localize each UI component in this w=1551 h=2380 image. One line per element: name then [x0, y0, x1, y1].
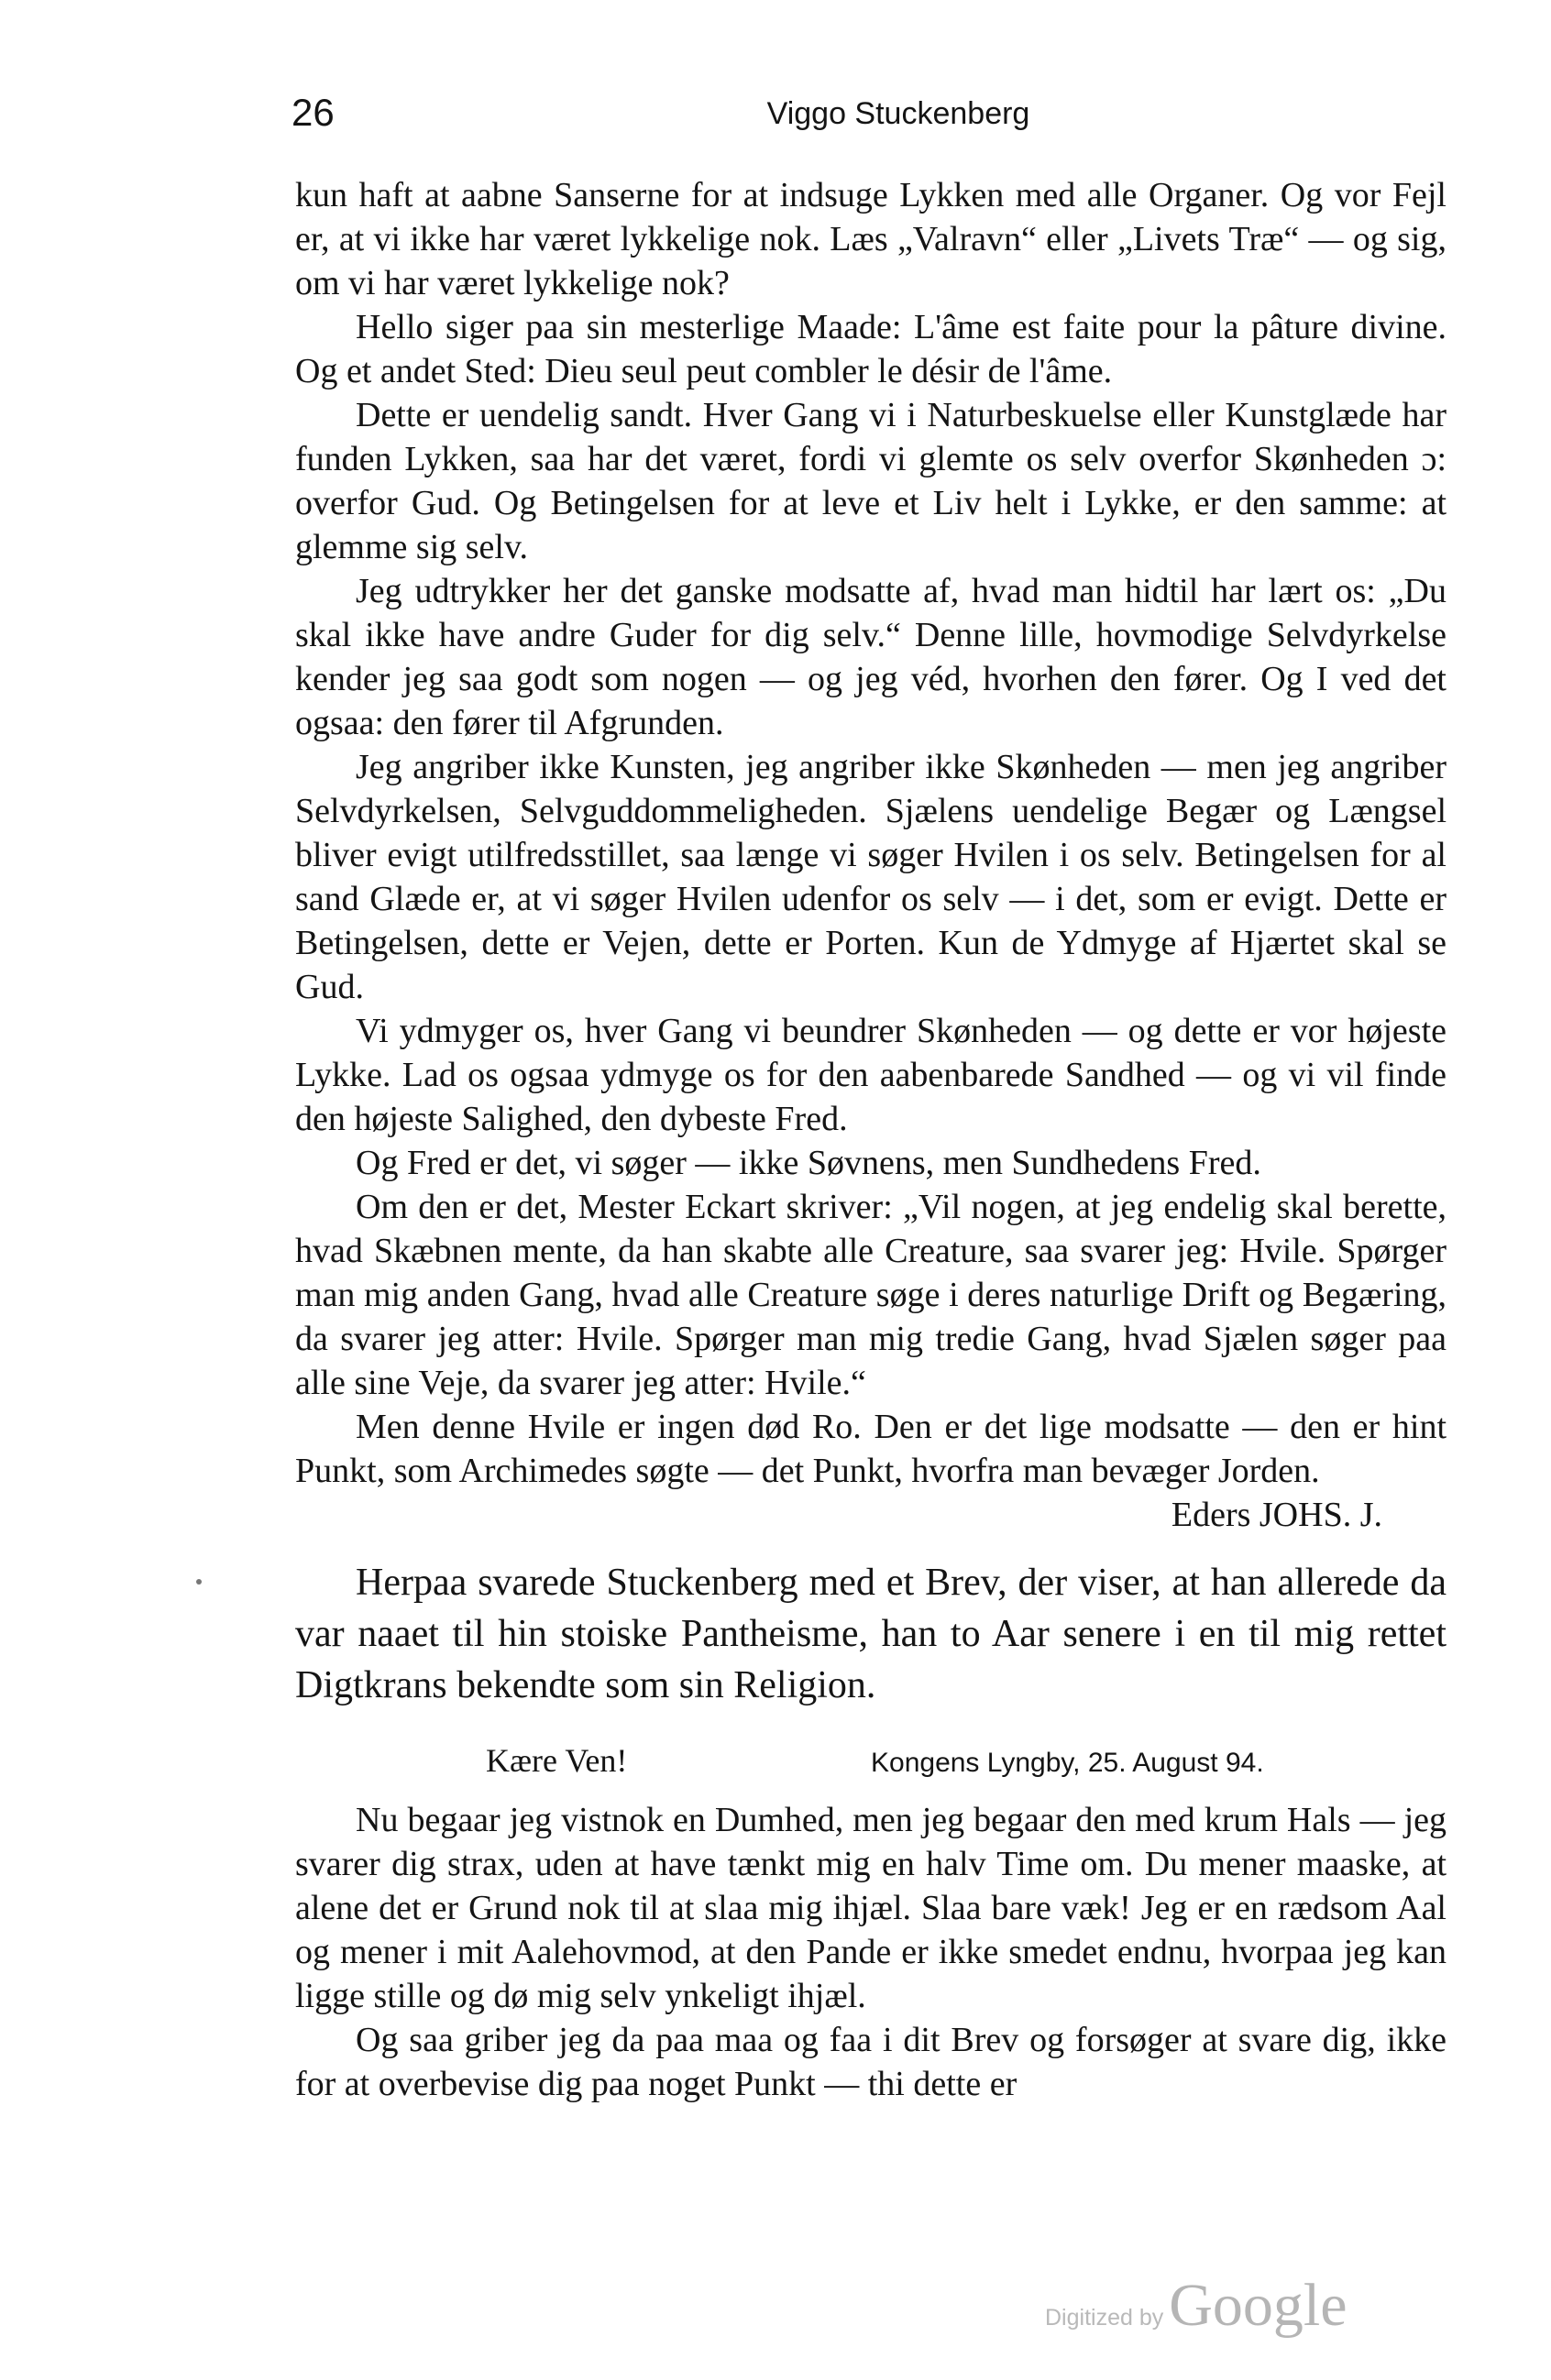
intro-paragraph: Herpaa svarede Stuckenberg med et Brev, der viser, at han allerede da var naaet til hin stoiske Pantheisme, han to Aar senere i en til mig rettet Digtkrans bekendte som sin Religion.	[295, 1562, 1446, 1706]
paragraph: Jeg udtrykker her det ganske modsatte af, hvad man hidtil har lært os: „Du skal ikke have andre Guder for dig selv.“ Denne lille, hovmodige Selvdyrkelse kender jeg saa godt som nogen — og jeg véd, hvorhen den fører. Og I ved det ogsaa: den fører til Afgrunden.	[295, 572, 1446, 742]
paragraph: Hello siger paa sin mesterlige Maade: L'âme est faite pour la pâture divine. Og et andet Sted: Dieu seul peut combler le désir de l'âme.	[295, 308, 1446, 390]
paragraph: Vi ydmyger os, hver Gang vi beundrer Skønheden — og dette er vor højeste Lykke. Lad os ogsaa ydmyge os for den aabenbarede Sandhed — og vi vil finde den højeste Salighed, den dybeste Fred.	[295, 1012, 1446, 1138]
paragraph: Om den er det, Mester Eckart skriver: „Vil nogen, at jeg endelig skal berette, hvad Skæbnen mente, da han skabte alle Creature, saa svarer jeg: Hvile. Spørger man mig anden Gang, hvad alle Creature søge i deres naturlige Drift og Begæring, da svarer jeg atter: Hvile. Spørger man mig tredie Gang, hvad Sjælen søger paa alle sine Veje, da svarer jeg atter: Hvile.“	[295, 1188, 1446, 1402]
page-body	[295, 173, 1446, 2106]
running-head: Viggo Stuckenberg	[766, 96, 1030, 131]
paragraph: Jeg angriber ikke Kunsten, jeg angriber ikke Skønheden — men jeg angriber Selvdyrkelsen, Selvguddommeligheden. Sjælens uendelige Begær og Længsel bliver evigt utilfredsstillet, saa længe vi søger Hvilen i os selv. Betingelsen for al sand Glæde er, at vi søger Hvilen udenfor os selv — i det, som er evigt. Dette er Betingelsen, dette er Vejen, dette er Porten. Kun de Ydmyge af Hjærtet skal se Gud.	[295, 748, 1446, 1006]
letter-salutation: Kære Ven!	[486, 1742, 628, 1779]
paragraph: Og Fred er det, vi søger — ikke Søvnens, men Sundhedens Fred.	[356, 1144, 1261, 1182]
letter-place-date: Kongens Lyngby, 25. August 94.	[871, 1748, 1264, 1778]
signature: Eders JOHS. J.	[1171, 1496, 1382, 1534]
google-logo: Google	[1169, 2272, 1348, 2339]
letter-heading	[295, 1738, 1446, 1785]
margin-mark	[196, 1579, 202, 1585]
watermark-prefix: Digitized by	[1045, 2305, 1164, 2331]
letter-paragraph: Og saa griber jeg da paa maa og faa i dit Brev og forsøger at svare dig, ikke for at overbevise dig paa noget Punkt — thi dette er	[295, 2021, 1446, 2103]
paragraph: Dette er uendelig sandt. Hver Gang vi i Naturbeskuelse eller Kunstglæde har funden Lykken, saa har det været, fordi vi glemte os selv overfor Skønheden ɔ: overfor Gud. Og Betingelsen for at leve et Liv helt i Lykke, er den samme: at glemme sig selv.	[295, 396, 1446, 566]
page-number: 26	[292, 91, 335, 134]
paragraph: Men denne Hvile er ingen død Ro. Den er det lige modsatte — den er hint Punkt, som Archimedes søgte — det Punkt, hvorfra man bevæger Jorden.	[295, 1408, 1446, 1490]
digitized-watermark	[1045, 2271, 1393, 2344]
paragraph: kun haft at aabne Sanserne for at indsuge Lykken med alle Organer. Og vor Fejl er, at vi ikke har været lykkelige nok. Læs „Valravn“ eller „Livets Træ“ — og sig, om vi har været lykkelige nok?	[295, 176, 1446, 302]
letter-paragraph: Nu begaar jeg vistnok en Dumhed, men jeg begaar den med krum Hals — jeg svarer dig strax, uden at have tænkt mig en halv Time om. Du mener maaske, at alene det er Grund nok til at slaa mig ihjæl. Slaa bare væk! Jeg er en rædsom Aal og mener i mit Aalehovmod, at den Pande er ikke smedet endnu, hvorpaa jeg kan ligge stille og dø mig selv ynkeligt ihjæl.	[295, 1801, 1446, 2015]
